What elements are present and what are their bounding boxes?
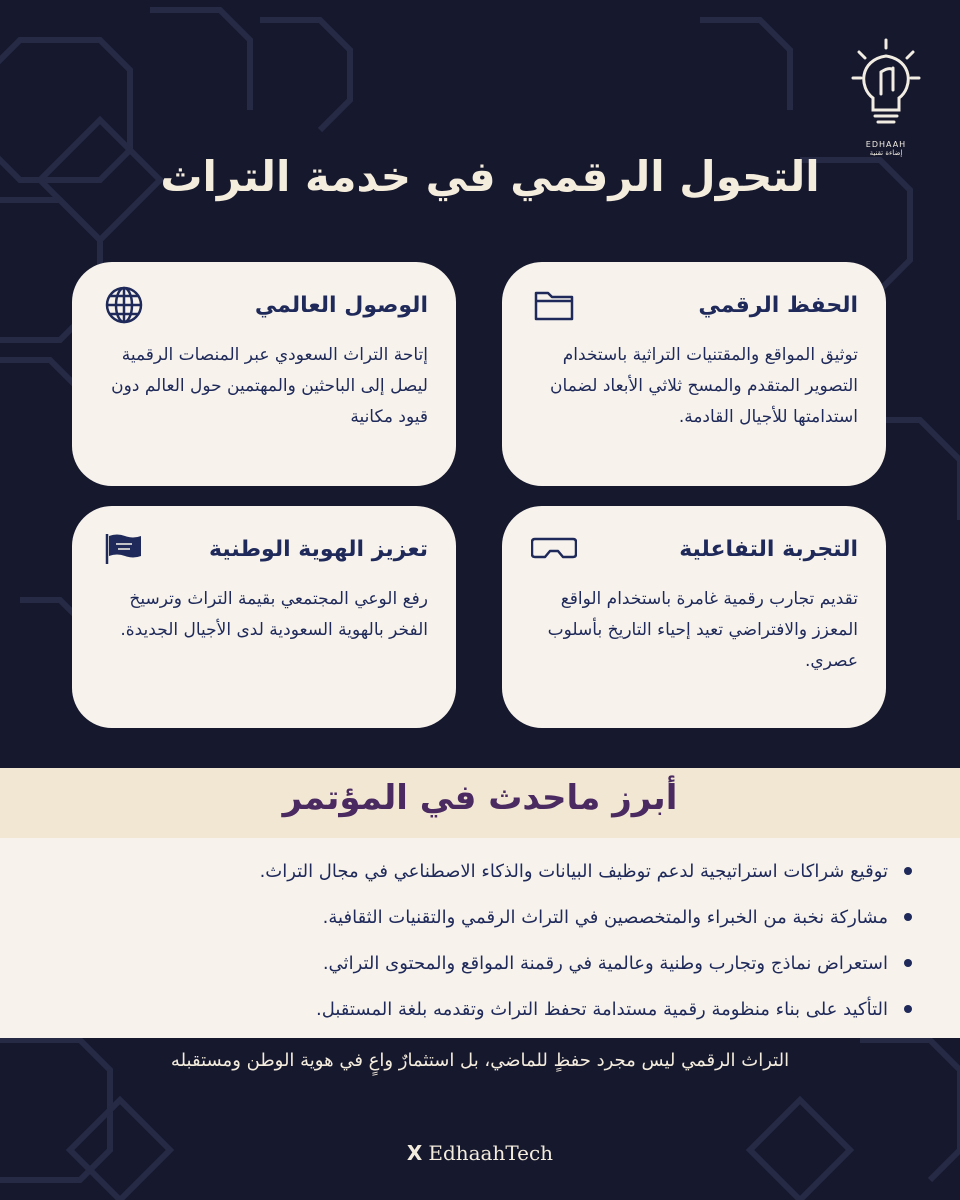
lightbulb-logo-icon xyxy=(851,38,921,138)
card-description: إتاحة التراث السعودي عبر المنصات الرقمية ليصل إلى الباحثين والمهتمين حول العالم دون قيود مكانية xyxy=(111,345,428,427)
card-national-identity xyxy=(72,506,456,728)
folder-icon xyxy=(530,285,578,325)
card-description: رفع الوعي المجتمعي بقيمة التراث وترسيخ الفخر بالهوية السعودية لدى الأجيال الجديدة. xyxy=(120,589,428,640)
list-item xyxy=(48,894,912,940)
x-logo-icon: X xyxy=(406,1141,423,1165)
list-item xyxy=(48,940,912,986)
bullet-icon xyxy=(904,913,912,921)
card-description: تقديم تجارب رقمية غامرة باستخدام الواقع المعزز والافتراضي تعيد إحياء التاريخ بأسلوب عصري. xyxy=(547,589,858,671)
logo-name-ar: إضاءة تقنية xyxy=(869,149,903,157)
list-item-text: مشاركة نخبة من الخبراء والمتخصصين في التراث الرقمي والتقنيات الثقافية. xyxy=(322,906,888,928)
card-title: التجربة التفاعلية xyxy=(679,536,858,562)
list-item-text: استعراض نماذج وتجارب وطنية وعالمية في رقمنة المواقع والمحتوى التراثي. xyxy=(322,952,888,974)
list-item-text: توقيع شراكات استراتيجية لدعم توظيف البيانات والذكاء الاصطناعي في مجال التراث. xyxy=(259,860,888,882)
brand-logo xyxy=(846,38,926,163)
list-item xyxy=(48,986,912,1032)
bullet-icon xyxy=(904,867,912,875)
card-global-access xyxy=(72,262,456,486)
card-title: الوصول العالمي xyxy=(254,292,428,318)
card-interactive-experience xyxy=(502,506,886,728)
highlights-list xyxy=(0,838,960,1038)
card-description: توثيق المواقع والمقتنيات التراثية باستخدام التصوير المتقدم والمسح ثلاثي الأبعاد لضمان استدامتها للأجيال القادمة. xyxy=(550,345,858,427)
globe-icon xyxy=(100,285,148,325)
card-digital-preservation xyxy=(502,262,886,486)
vr-headset-icon xyxy=(530,529,578,569)
footer-quote: التراث الرقمي ليس مجرد حفظٍ للماضي، بل استثمارٌ واعٍ في هوية الوطن ومستقبله xyxy=(170,1050,790,1071)
list-item-text: التأكيد على بناء منظومة رقمية مستدامة تحفظ التراث وتقدمه بلغة المستقبل. xyxy=(316,998,888,1020)
bullet-icon xyxy=(904,959,912,967)
highlights-title: أبرز ماحدث في المؤتمر xyxy=(282,778,678,818)
logo-name-en: EDHAAH xyxy=(865,140,907,149)
saudi-flag-icon xyxy=(100,529,148,569)
list-item xyxy=(48,848,912,894)
card-title: الحفظ الرقمي xyxy=(698,292,858,318)
handle-text: EdhaahTech xyxy=(428,1141,554,1165)
bullet-icon xyxy=(904,1005,912,1013)
page-title: التحول الرقمي في خدمة التراث xyxy=(160,152,820,201)
social-handle[interactable] xyxy=(380,1138,580,1168)
card-title: تعزيز الهوية الوطنية xyxy=(209,536,428,562)
